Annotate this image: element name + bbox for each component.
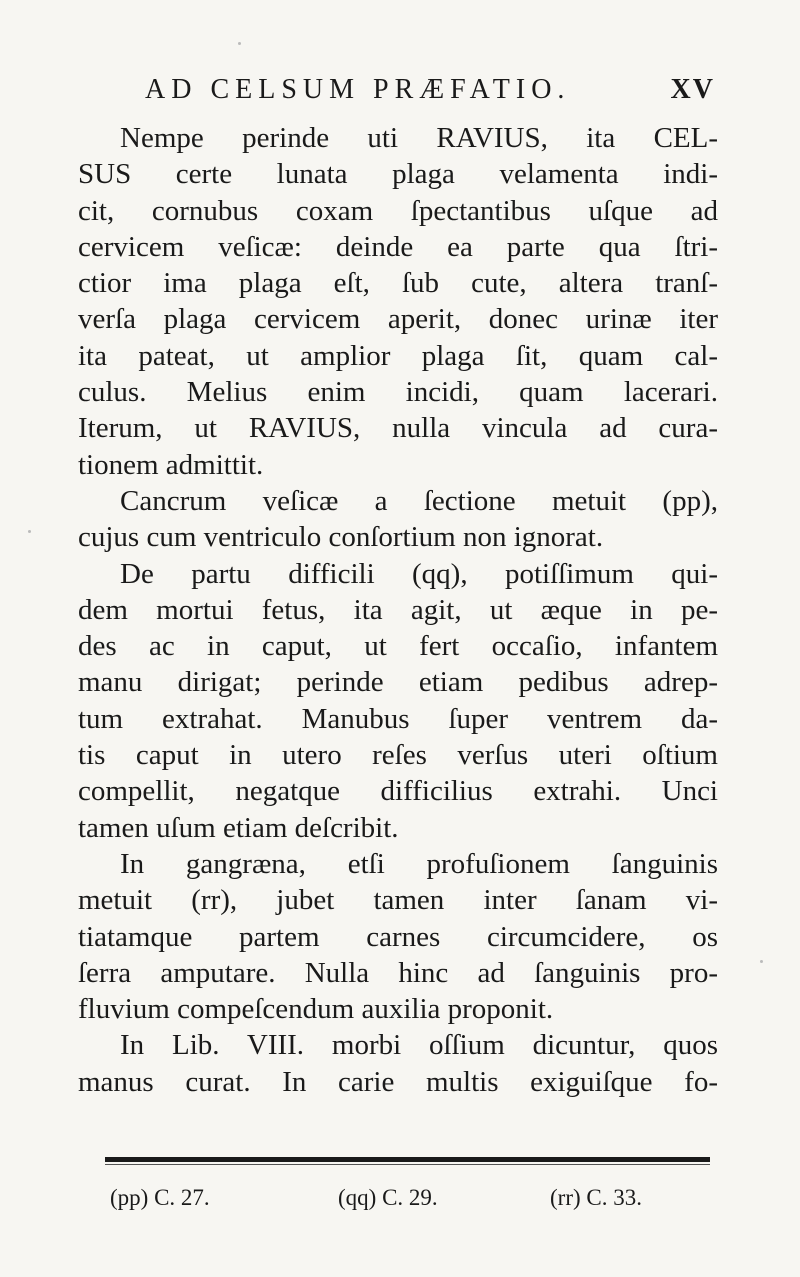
footnote-pp: (pp) C. 27.	[110, 1185, 210, 1210]
text-line: cervicem veſicæ: deinde ea parte qua ſtri-	[78, 230, 718, 263]
text-line: tum extrahat. Manubus ſuper ventrem da-	[78, 702, 718, 735]
text-line: cujus cum ventriculo conſortium non ignorat.	[78, 521, 604, 554]
footnote-rr: (rr) C. 33.	[550, 1185, 642, 1210]
text-line: manu dirigat; perinde etiam pedibus adrep-	[78, 666, 718, 699]
text-line: metuit (rr), jubet tamen inter ſanam vi-	[78, 884, 718, 917]
page-number: XV	[670, 74, 715, 105]
text-line: De partu difficili (qq), potiſſimum qui-	[120, 557, 718, 590]
text-line: culus. Melius enim incidi, quam lacerari.	[78, 376, 718, 409]
footnote-rule-thin	[105, 1164, 710, 1165]
body-text	[78, 120, 718, 1100]
text-line: tionem admittit.	[78, 448, 264, 481]
text-line: In Lib. VIII. morbi oſſium dicuntur, quos	[120, 1029, 718, 1062]
text-line: verſa plaga cervicem aperit, donec urinæ iter	[78, 303, 718, 336]
footnotes	[110, 1185, 710, 1217]
text-line: ctior ima plaga eſt, ſub cute, altera tranſ-	[78, 267, 718, 300]
text-line: cit, cornubus coxam ſpectantibus uſque ad	[78, 194, 718, 227]
text-line: tamen uſum etiam deſcribit.	[78, 811, 399, 844]
text-line: dem mortui fetus, ita agit, ut æque in pe-	[78, 593, 718, 626]
text-line: des ac in caput, ut fert occaſio, infantem	[78, 630, 718, 663]
paper-speck	[760, 960, 763, 963]
text-line: Iterum, ut RAVIUS, nulla vincula ad cura-	[78, 412, 718, 445]
text-line: manus curat. In carie multis exiguiſque fo-	[78, 1065, 718, 1098]
text-line: compellit, negatque difficilius extrahi. Unci	[78, 775, 718, 808]
text-line: Cancrum veſicæ a ſectione metuit (pp),	[120, 484, 718, 517]
running-header	[145, 74, 715, 114]
paper-speck	[238, 42, 241, 45]
text-line: In gangræna, etſi profuſionem ſanguinis	[120, 847, 718, 880]
text-line: SUS certe lunata plaga velamenta indi-	[78, 158, 718, 191]
footnote-rule	[105, 1157, 710, 1162]
text-line: ita pateat, ut amplior plaga ſit, quam cal-	[78, 339, 718, 372]
footnote-qq: (qq) C. 29.	[338, 1185, 438, 1210]
text-line: tiatamque partem carnes circumcidere, os	[78, 920, 718, 953]
text-line: tis caput in utero reſes verſus uteri oſtium	[78, 739, 718, 772]
running-title: AD CELSUM PRÆFATIO.	[145, 74, 571, 105]
text-line: Nempe perinde uti RAVIUS, ita CEL-	[120, 122, 718, 154]
paper-speck	[28, 530, 31, 533]
text-line: ſerra amputare. Nulla hinc ad ſanguinis pro-	[78, 956, 718, 989]
text-line: fluvium compeſcendum auxilia proponit.	[78, 993, 554, 1026]
